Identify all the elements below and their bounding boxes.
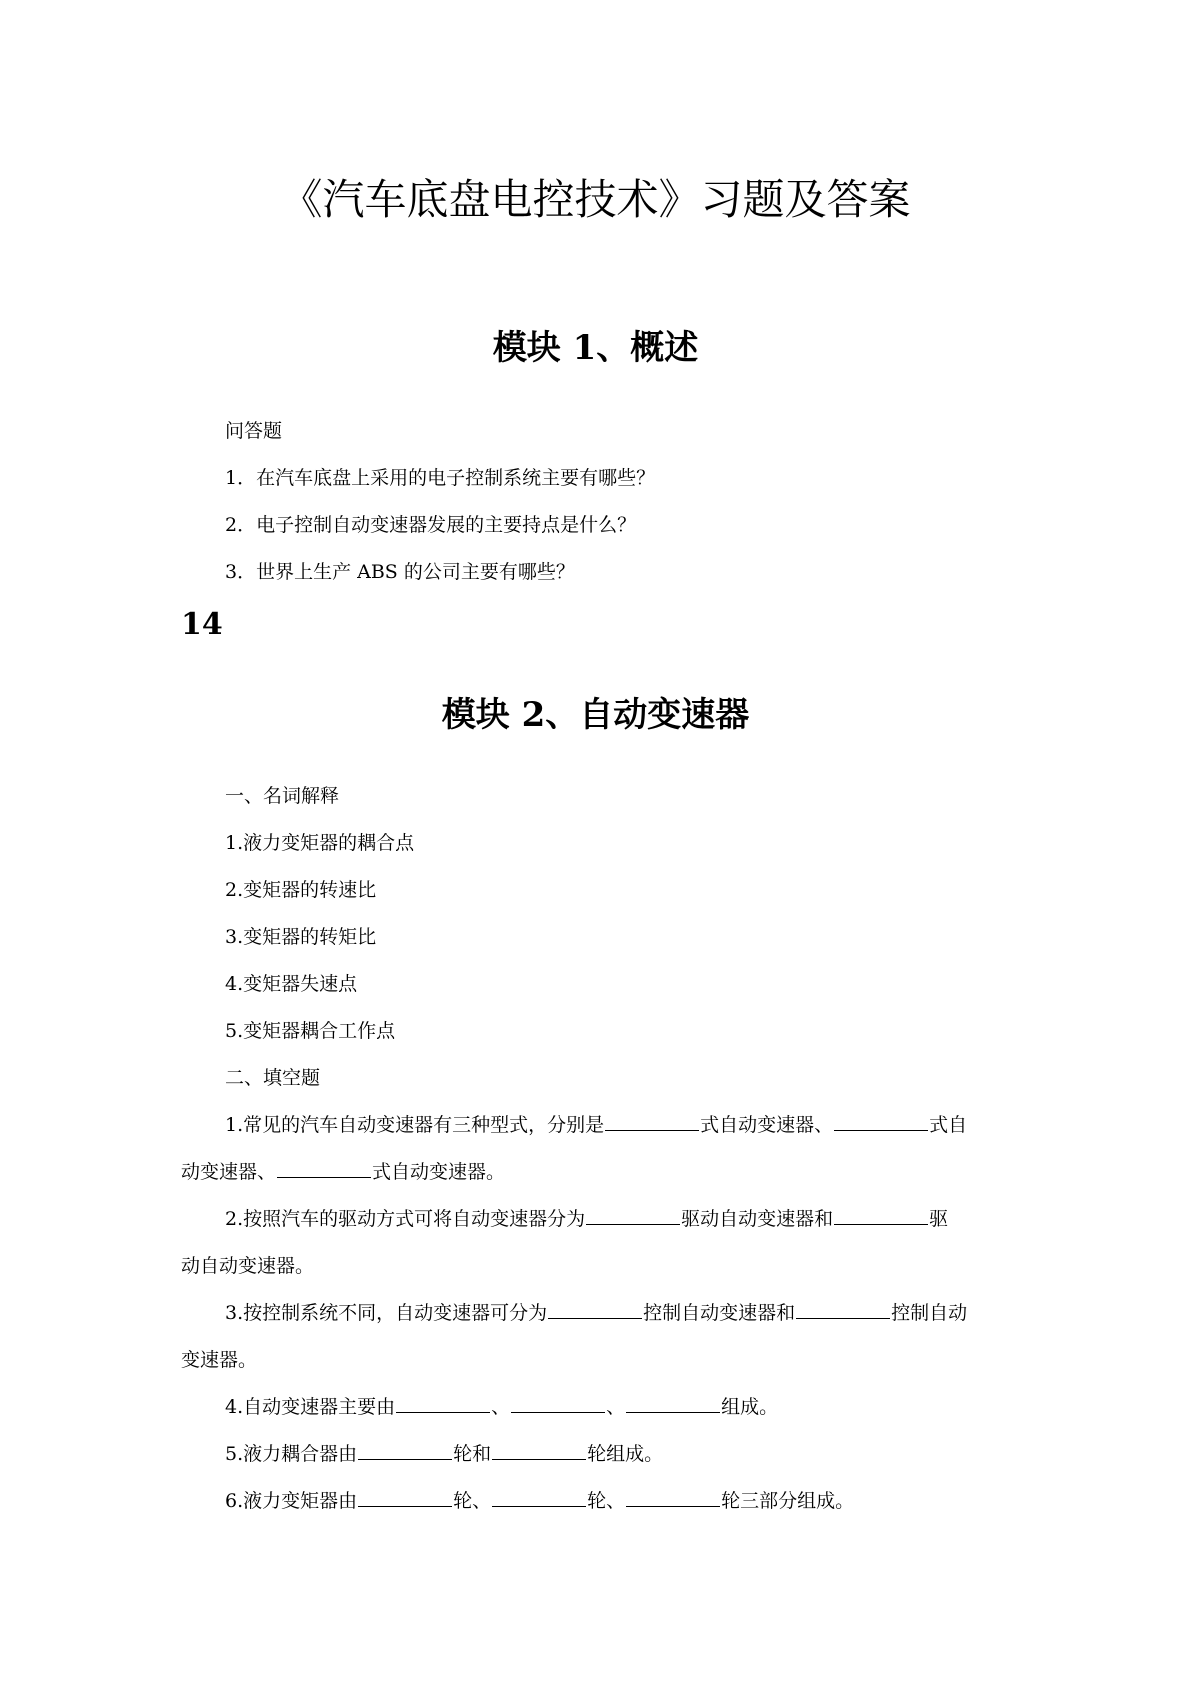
- term-4: 4.变矩器失速点: [225, 973, 358, 995]
- answer-blank[interactable]: [796, 1300, 890, 1319]
- question-3: 3．世界上生产 ABS 的公司主要有哪些？: [225, 561, 575, 583]
- fill-question-1-line-2: 动变速器、 式自动变速器。: [181, 1161, 506, 1183]
- answer-blank[interactable]: [492, 1441, 586, 1460]
- question-1: 1．在汽车底盘上采用的电子控制系统主要有哪些？: [225, 467, 656, 489]
- answer-blank[interactable]: [548, 1300, 642, 1319]
- answer-blank[interactable]: [358, 1488, 452, 1507]
- module-1-heading: 模块 1、概述: [492, 328, 699, 368]
- term-5: 5.变矩器耦合工作点: [225, 1020, 396, 1042]
- module-1-section-label: 问答题: [225, 420, 283, 442]
- module-2-section-2-label: 二、填空题: [225, 1067, 321, 1089]
- answer-blank[interactable]: [358, 1441, 452, 1460]
- fill-question-4: 4.自动变速器主要由 、 、 组成。: [225, 1396, 779, 1418]
- fill-question-1-line-1: 1.常见的汽车自动变速器有三种型式，分别是 式自动变速器、 式自: [225, 1114, 968, 1136]
- module-2-heading: 模块 2、自动变速器: [441, 695, 750, 735]
- answer-blank[interactable]: [834, 1112, 928, 1131]
- answer-blank[interactable]: [586, 1206, 680, 1225]
- fill-question-3-line-1: 3.按控制系统不同，自动变速器可分为 控制自动变速器和 控制自动: [225, 1302, 968, 1324]
- page-number: 14: [181, 607, 223, 642]
- answer-blank[interactable]: [511, 1394, 605, 1413]
- answer-blank[interactable]: [277, 1159, 371, 1178]
- term-3: 3.变矩器的转矩比: [225, 926, 377, 948]
- term-1: 1.液力变矩器的耦合点: [225, 832, 415, 854]
- module-2-section-1-label: 一、名词解释: [225, 785, 340, 807]
- fill-question-6: 6.液力变矩器由 轮、 轮、 轮三部分组成。: [225, 1490, 855, 1512]
- answer-blank[interactable]: [396, 1394, 490, 1413]
- term-2: 2.变矩器的转速比: [225, 879, 377, 901]
- document-title: 《汽车底盘电控技术》习题及答案: [280, 175, 911, 224]
- question-2: 2．电子控制自动变速器发展的主要持点是什么？: [225, 514, 637, 536]
- answer-blank[interactable]: [605, 1112, 699, 1131]
- answer-blank[interactable]: [834, 1206, 928, 1225]
- answer-blank[interactable]: [626, 1394, 720, 1413]
- fill-question-5: 5.液力耦合器由 轮和 轮组成。: [225, 1443, 664, 1465]
- fill-question-2-line-1: 2.按照汽车的驱动方式可将自动变速器分为 驱动自动变速器和 驱: [225, 1208, 949, 1230]
- fill-question-3-line-2: 变速器。: [181, 1349, 258, 1371]
- fill-question-2-line-2: 动自动变速器。: [181, 1255, 315, 1277]
- answer-blank[interactable]: [492, 1488, 586, 1507]
- answer-blank[interactable]: [626, 1488, 720, 1507]
